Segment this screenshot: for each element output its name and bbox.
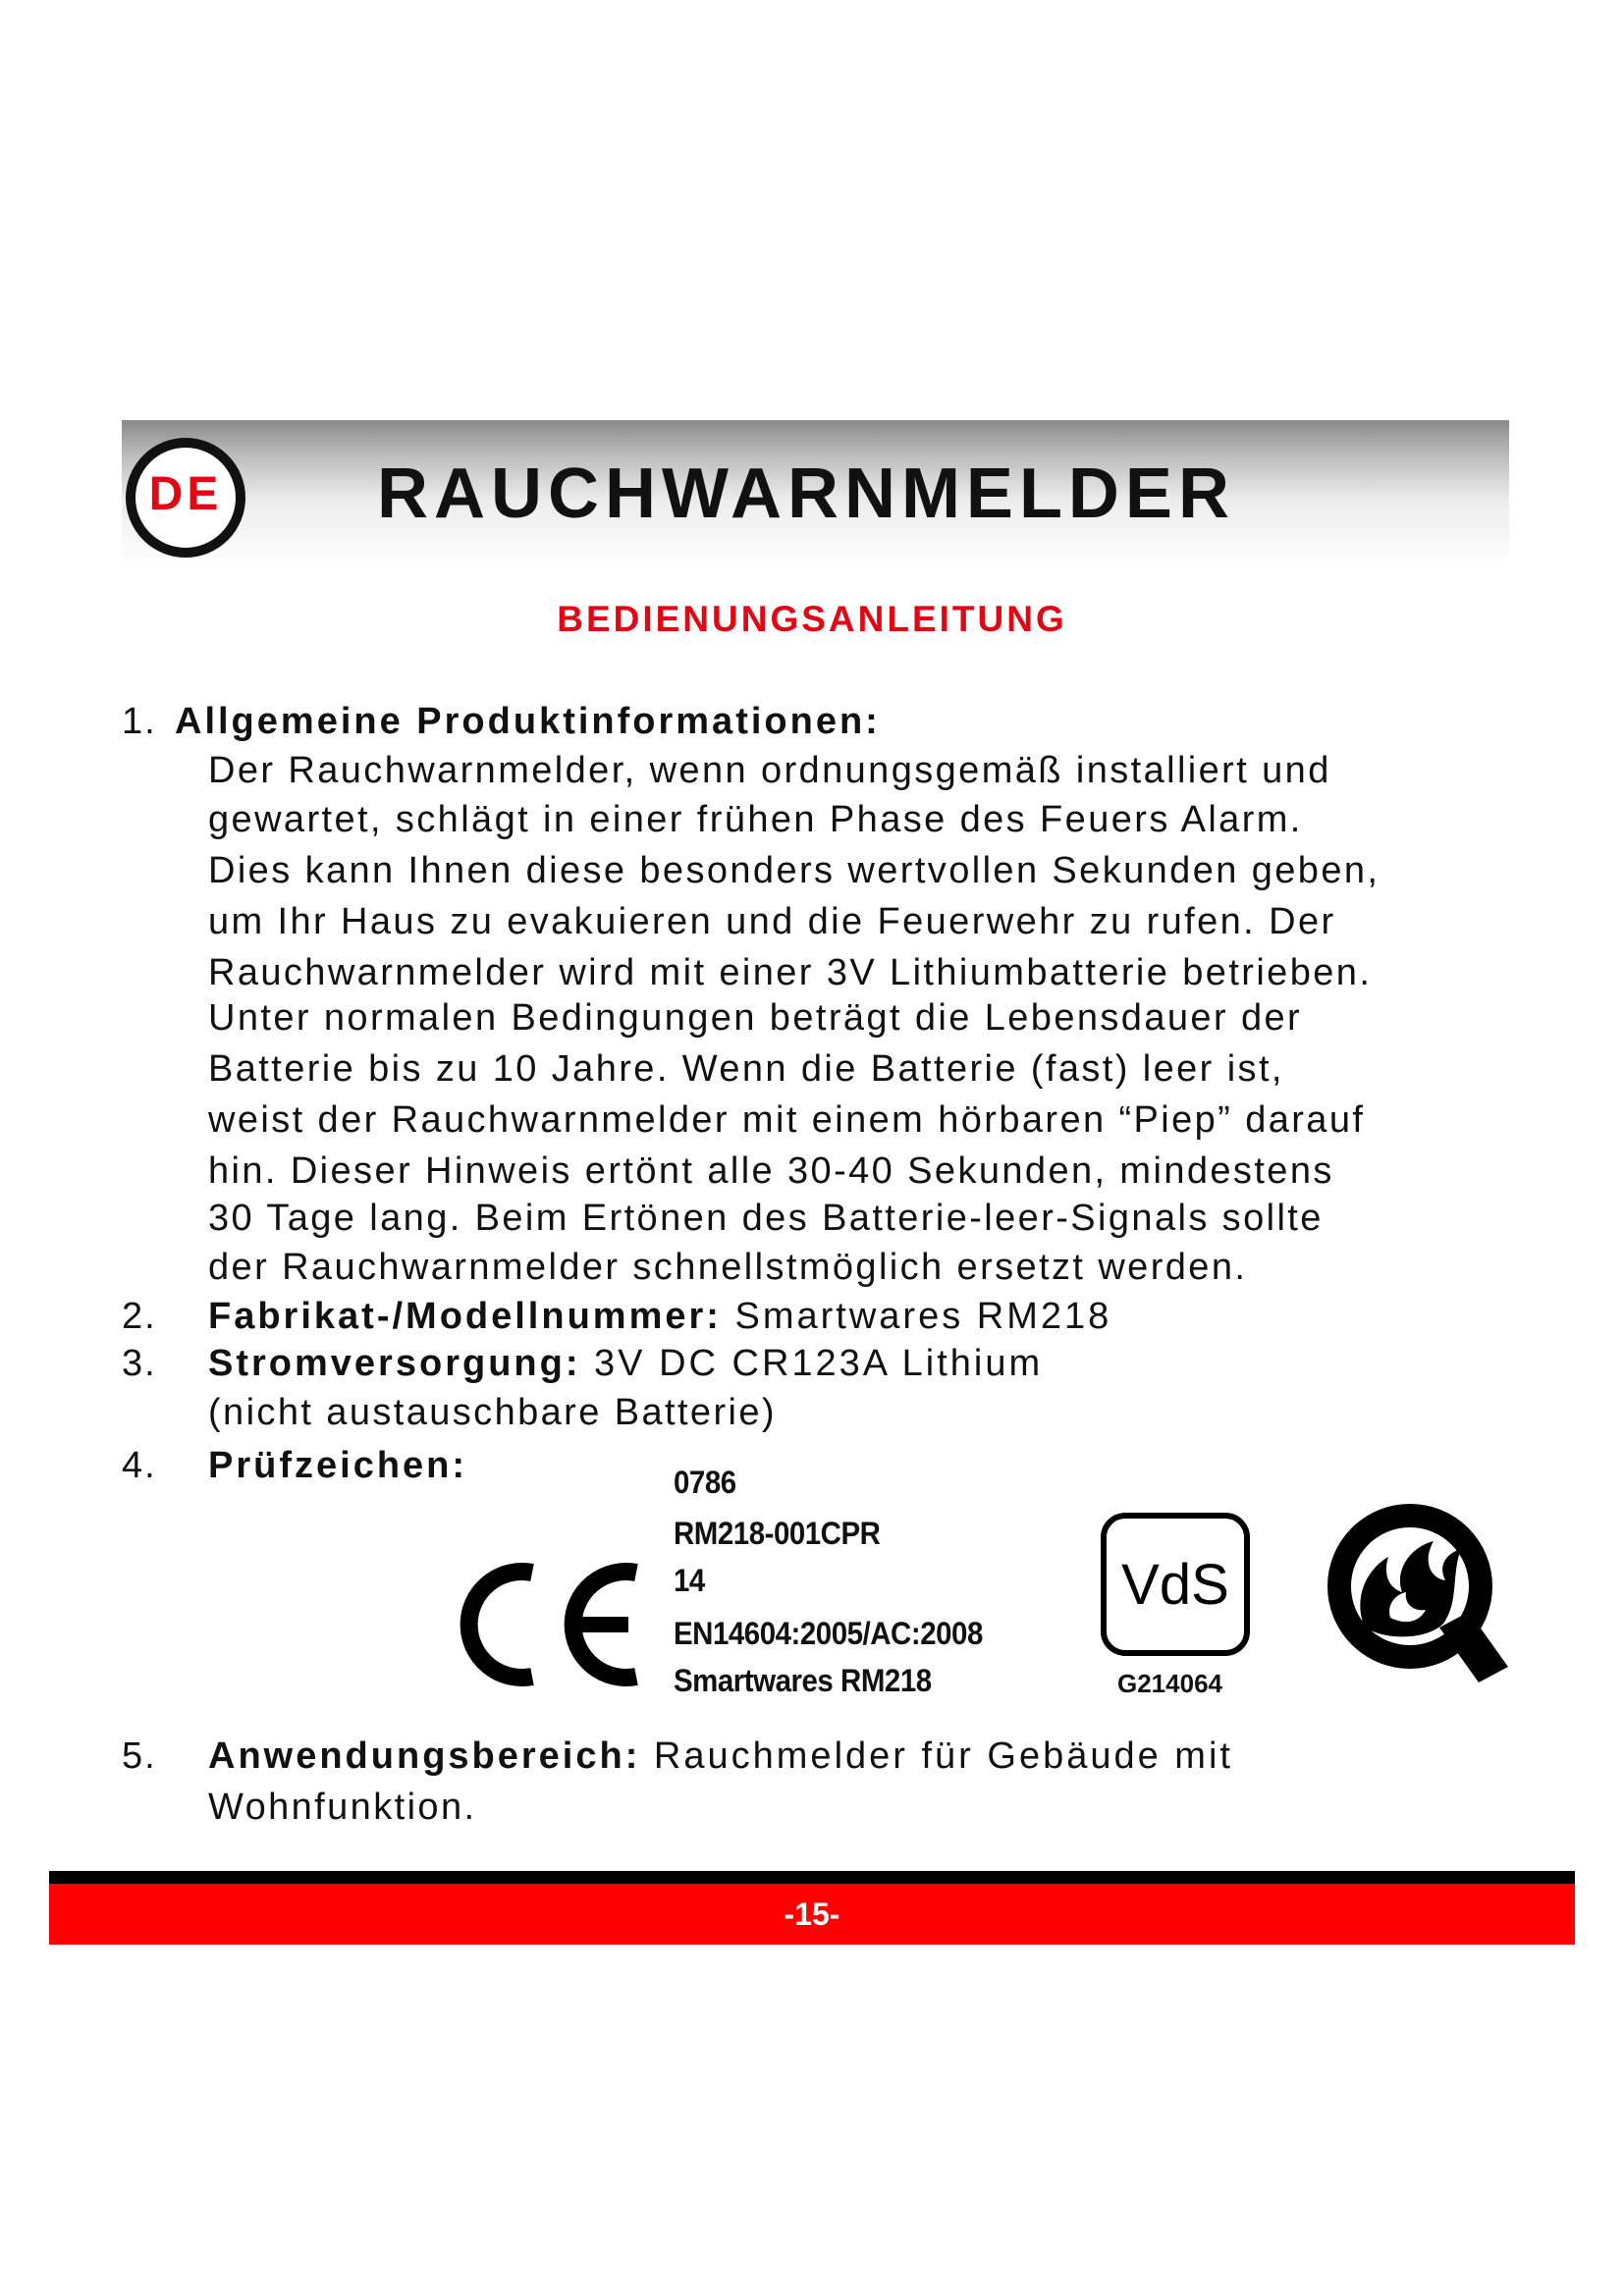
section-4-number: 4. — [122, 1445, 157, 1486]
language-badge — [126, 438, 245, 558]
section-5-number: 5. — [122, 1735, 157, 1777]
section-1-line: Dies kann Ihnen diese besonders wertvollen Sekunden geben, — [208, 850, 1380, 891]
page-title: RAUCHWARNMELDER — [377, 454, 1235, 533]
cert-line: RM218-001CPR — [674, 1516, 881, 1551]
section-1-line: der Rauchwarnmelder schnellstmöglich ersetzt werden. — [208, 1247, 1248, 1288]
section-1-line: hin. Dieser Hinweis ertönt alle 30-40 Sekunden, mindestens — [208, 1150, 1334, 1192]
section-1-line: Rauchwarnmelder wird mit einer 3V Lithiumbatterie betrieben. — [208, 952, 1373, 993]
language-code: DE — [148, 467, 223, 520]
cert-line: 0786 — [674, 1465, 736, 1500]
footer-bar — [49, 1884, 1575, 1945]
section-3-line: (nicht austauschbare Batterie) — [208, 1392, 777, 1433]
vds-registration-number: G214064 — [1117, 1669, 1222, 1698]
section-5-text: Anwendungsbereich: Rauchmelder für Gebäude mit — [208, 1735, 1233, 1777]
section-2-text: Fabrikat-/Modellnummer: Smartwares RM218 — [208, 1296, 1112, 1337]
q-mark-icon — [1326, 1502, 1510, 1684]
section-1-line: weist der Rauchwarnmelder mit einem hörbaren “Piep” darauf — [208, 1099, 1366, 1141]
section-3-text: Stromversorgung: 3V DC CR123A Lithium — [208, 1343, 1044, 1384]
section-1-line: Unter normalen Bedingungen beträgt die Lebensdauer der — [208, 997, 1303, 1039]
page-number: -15- — [784, 1896, 840, 1932]
svg-text:VdS: VdS — [1121, 1553, 1229, 1617]
cert-line: 14 — [674, 1563, 705, 1598]
footer-divider — [49, 1871, 1575, 1884]
section-1-line: Der Rauchwarnmelder, wenn ordnungsgemäß installiert und — [208, 750, 1331, 791]
section-4-label: Prüfzeichen: — [208, 1445, 468, 1486]
ce-mark-icon — [448, 1551, 644, 1698]
section-3-number: 3. — [122, 1343, 157, 1384]
page-subtitle: BEDIENUNGSANLEITUNG — [557, 599, 1067, 639]
cert-line: Smartwares RM218 — [674, 1663, 932, 1698]
cert-line: EN14604:2005/AC:2008 — [674, 1616, 983, 1651]
section-1-line: Batterie bis zu 10 Jahre. Wenn die Batterie (fast) leer ist, — [208, 1048, 1284, 1090]
vds-mark-icon — [1100, 1512, 1251, 1657]
section-1-line: um Ihr Haus zu evakuieren und die Feuerwehr zu rufen. Der — [208, 901, 1336, 942]
section-2-number: 2. — [122, 1296, 157, 1337]
section-1-line: 30 Tage lang. Beim Ertönen des Batterie-leer-Signals sollte — [208, 1198, 1324, 1239]
section-1-number: 1. — [122, 701, 157, 742]
section-1-heading: Allgemeine Produktinformationen: — [175, 701, 881, 742]
section-5-line: Wohnfunktion. — [208, 1787, 477, 1828]
section-1-line: gewartet, schlägt in einer frühen Phase des Feuers Alarm. — [208, 799, 1303, 840]
